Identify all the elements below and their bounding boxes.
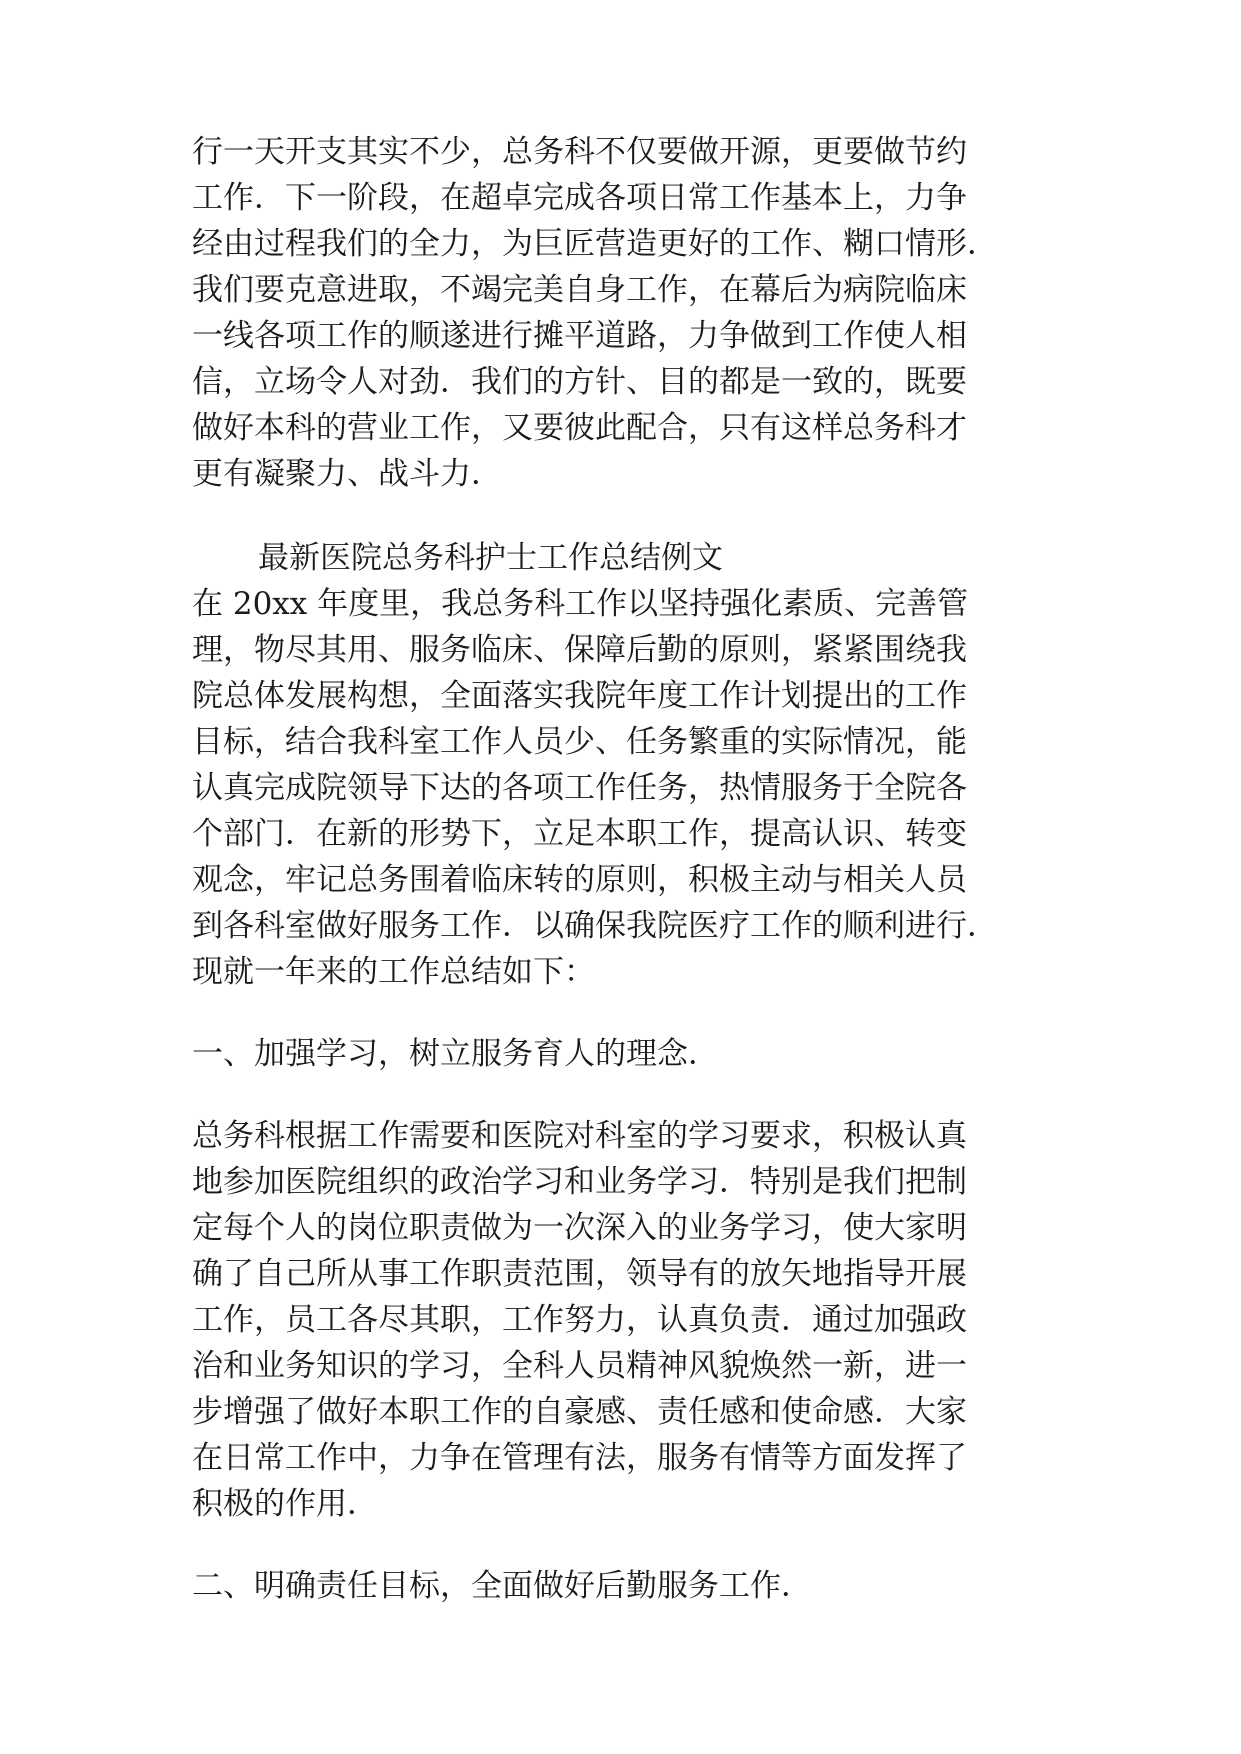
paragraph-line: 观念，牢记总务围着临床转的原则，积极主动与相关人员 xyxy=(192,862,967,898)
paragraph-line: 工作．下一阶段，在超卓完成各项日常工作基本上，力争 xyxy=(192,180,967,216)
paragraph-line: 一线各项工作的顺遂进行摊平道路，力争做到工作使人相 xyxy=(192,318,967,354)
paragraph-line: 治和业务知识的学习，全科人员精神风貌焕然一新，进一 xyxy=(192,1348,967,1384)
paragraph-line: 总务科根据工作需要和医院对科室的学习要求，积极认真 xyxy=(192,1118,967,1154)
paragraph-line: 我们要克意进取，不竭完美自身工作，在幕后为病院临床 xyxy=(192,272,967,308)
paragraph-line: 院总体发展构想，全面落实我院年度工作计划提出的工作 xyxy=(192,678,967,714)
paragraph-line: 到各科室做好服务工作．以确保我院医疗工作的顺利进行． xyxy=(192,908,998,944)
paragraph-line: 在 20xx 年度里，我总务科工作以坚持强化素质、完善管 xyxy=(192,586,969,622)
document-title: 最新医院总务科护士工作总结例文 xyxy=(258,540,723,576)
paragraph-line: 确了自己所从事工作职责范围，领导有的放矢地指导开展 xyxy=(192,1256,967,1292)
paragraph-line: 积极的作用． xyxy=(192,1486,378,1522)
paragraph-line: 理，物尽其用、服务临床、保障后勤的原则，紧紧围绕我 xyxy=(192,632,967,668)
paragraph-line: 步增强了做好本职工作的自豪感、责任感和使命感．大家 xyxy=(192,1394,967,1430)
paragraph-line: 地参加医院组织的政治学习和业务学习．特别是我们把制 xyxy=(192,1164,967,1200)
section-heading: 二、明确责任目标，全面做好后勤服务工作． xyxy=(192,1568,812,1604)
section-heading: 一、加强学习，树立服务育人的理念． xyxy=(192,1036,719,1072)
paragraph-line: 认真完成院领导下达的各项工作任务，热情服务于全院各 xyxy=(192,770,967,806)
paragraph-line: 做好本科的营业工作，又要彼此配合，只有这样总务科才 xyxy=(192,410,967,446)
paragraph-line: 在日常工作中，力争在管理有法，服务有情等方面发挥了 xyxy=(192,1440,967,1476)
paragraph-line: 更有凝聚力、战斗力． xyxy=(192,456,502,492)
paragraph-line: 信，立场令人对劲．我们的方针、目的都是一致的，既要 xyxy=(192,364,967,400)
paragraph-line: 个部门．在新的形势下，立足本职工作，提高认识、转变 xyxy=(192,816,967,852)
paragraph-line: 现就一年来的工作总结如下： xyxy=(192,954,595,990)
paragraph-line: 目标，结合我科室工作人员少、任务繁重的实际情况，能 xyxy=(192,724,967,760)
paragraph-line: 行一天开支其实不少，总务科不仅要做开源，更要做节约 xyxy=(192,134,967,170)
paragraph-line: 经由过程我们的全力，为巨匠营造更好的工作、糊口情形． xyxy=(192,226,998,262)
paragraph-line: 工作，员工各尽其职，工作努力，认真负责．通过加强政 xyxy=(192,1302,967,1338)
paragraph-line: 定每个人的岗位职责做为一次深入的业务学习，使大家明 xyxy=(192,1210,967,1246)
